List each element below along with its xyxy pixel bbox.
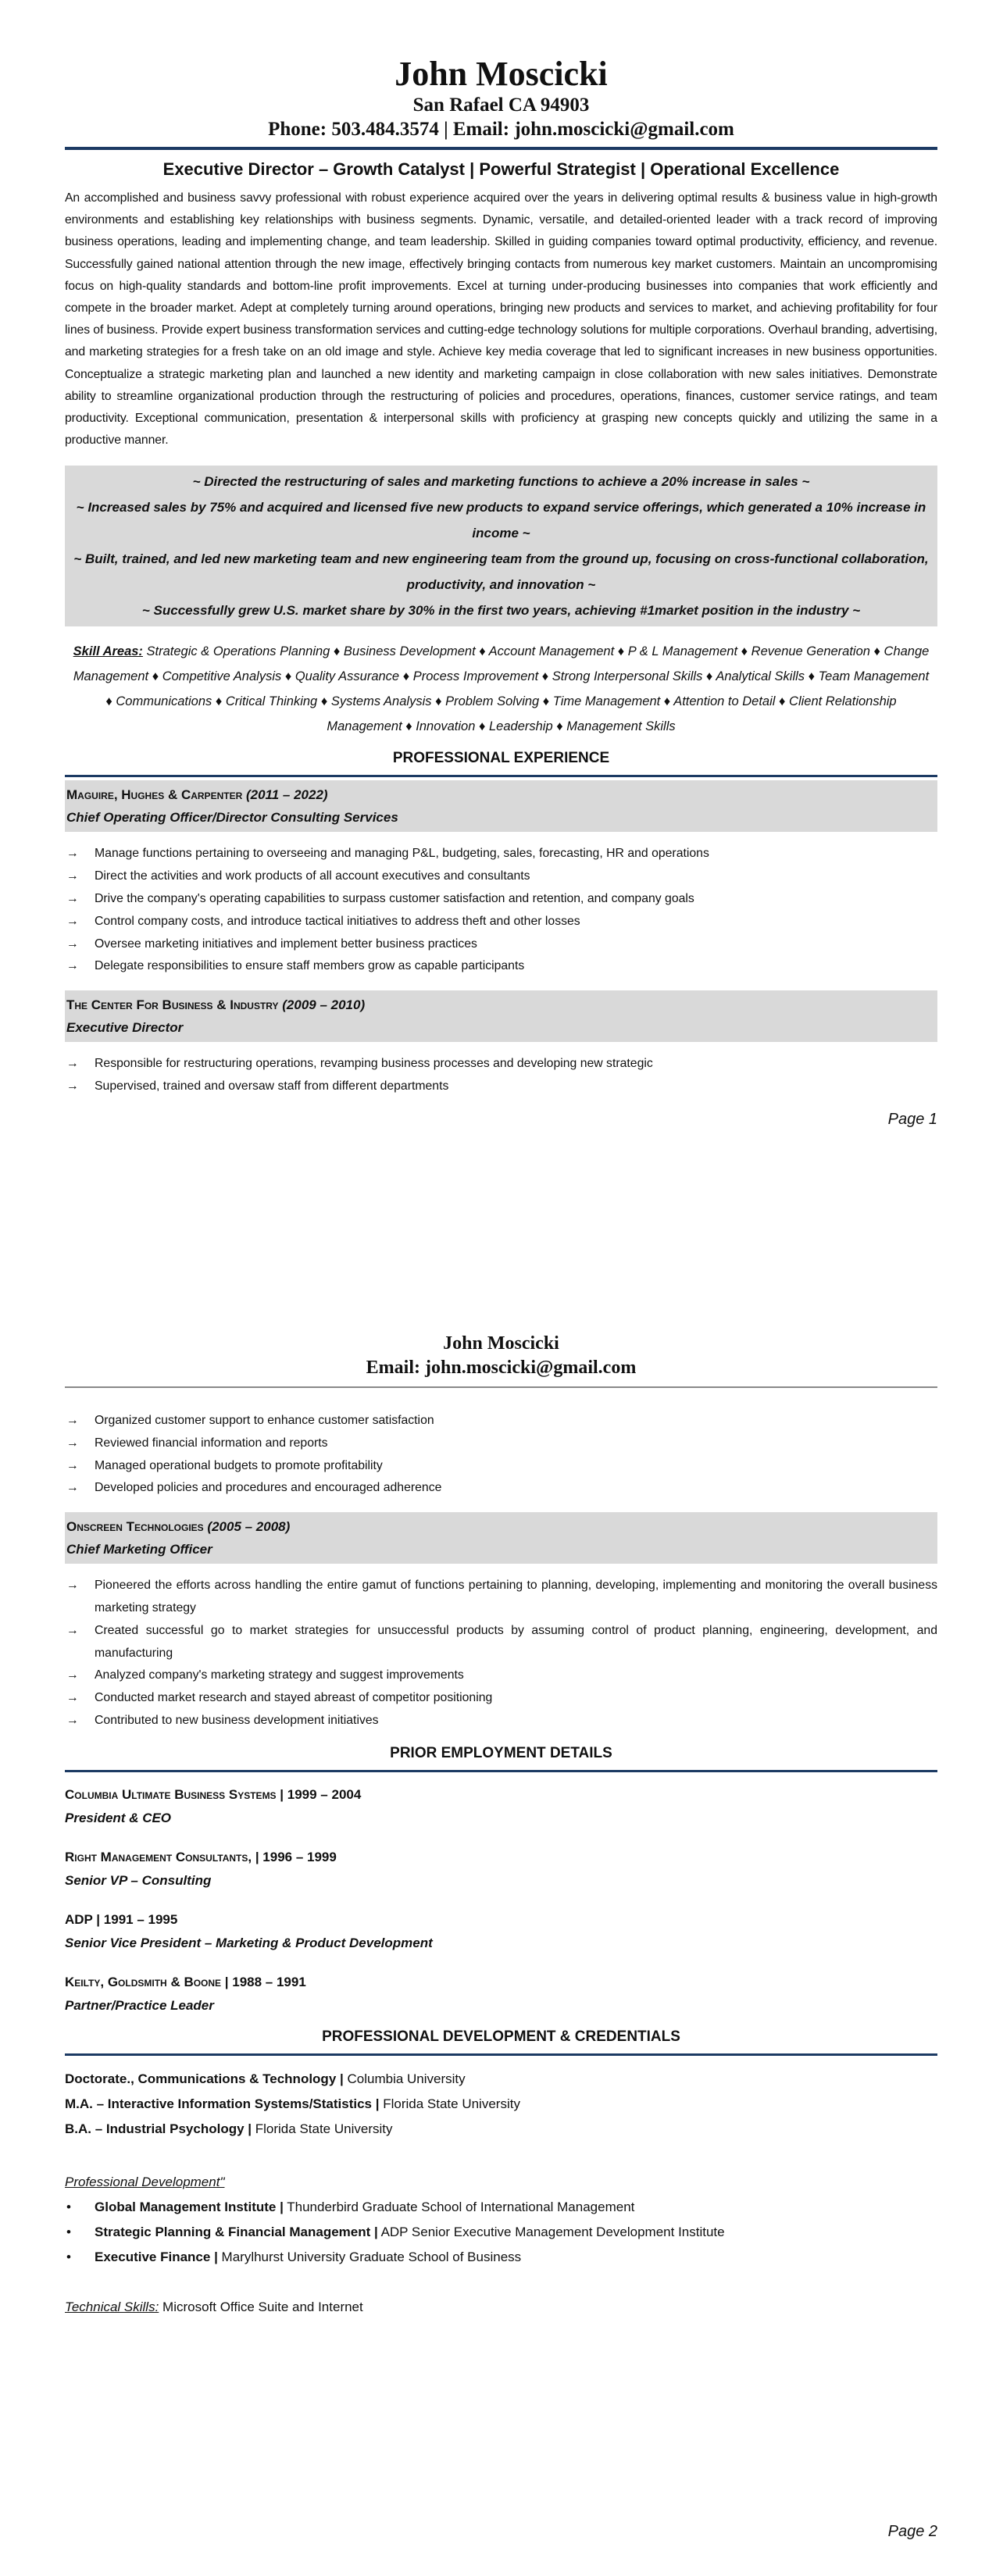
header-divider bbox=[65, 147, 937, 150]
bullet-text: Delegate responsibilities to ensure staff members grow as capable participants bbox=[95, 959, 525, 973]
bullet-text: Responsible for restructuring operations, revamping business processes and developing new strategic bbox=[95, 1057, 653, 1071]
arrow-icon: → bbox=[66, 1713, 79, 1727]
education-item bbox=[65, 2117, 937, 2142]
bullet-text: Organized customer support to enhance customer satisfaction bbox=[95, 1414, 434, 1427]
list-item bbox=[65, 1575, 937, 1620]
page-number: Page 1 bbox=[887, 1110, 937, 1128]
course: Global Management Institute | bbox=[95, 2199, 284, 2214]
section-title-credentials: PROFESSIONAL DEVELOPMENT & CREDENTIALS bbox=[322, 2028, 680, 2045]
list-item bbox=[65, 2245, 937, 2270]
education-list bbox=[65, 2067, 937, 2142]
prior-company: ADP | 1991 – 1995 bbox=[65, 1911, 178, 1927]
summary: An accomplished and business savvy professional with robust experience acquired over the years in delivering optimal results & business value in high-growth environments and establishing key relationships with business segments. Dynamic, versatile, and detailed-oriented leader with a track record of improving business operations, leading and implementing change, and team leadership. Skilled in guiding companies toward optimal productivity, efficiency, and revenue. Successfully gained national attention through the new image, effectively bringing contacts from numerous key market customers. Maintain an uncompromising focus on high-quality standards and bottom-line profit improvements. Excel at turning under-producing businesses into companies that work efficiently and compete in the broader market. Adept at completely turning around operations, bringing new products and services to market, and achieving profitability for four lines of business. Provide expert business transformation services and cutting-edge technology solutions for multiple corporations. Overhaul branding, advertising, and marketing strategies for a fresh take on an old image and style. Achieve key media coverage that led to significant increases in new business opportunities. Conceptualize a strategic marketing plan and launched a new identity and marketing campaign in close collaboration with new sales initiatives. Demonstrate ability to streamline organizational production through the restructuring of policies and procedures, operations, finances, customer service ratings, and team productivity. Exceptional communication, presentation & interpersonal skills with proficiency at grasping new concepts quickly and utilizing the same in a productive manner. bbox=[65, 191, 937, 448]
bullet-text: Analyzed company's marketing strategy and suggest improvements bbox=[95, 1668, 464, 1682]
job-dates: (2005 – 2008) bbox=[207, 1519, 291, 1535]
list-item bbox=[65, 1053, 937, 1076]
list-item bbox=[65, 1687, 937, 1710]
school: Columbia University bbox=[343, 2071, 466, 2086]
job-header bbox=[65, 1512, 937, 1564]
contact-line: Phone: 503.484.3574 | Email: john.moscicki@gmail.com bbox=[268, 119, 734, 140]
section-title-experience: PROFESSIONAL EXPERIENCE bbox=[392, 750, 610, 767]
arrow-icon: → bbox=[66, 892, 79, 906]
email-line: Email: john.moscicki@gmail.com bbox=[366, 1358, 637, 1378]
job-bullets bbox=[65, 1575, 937, 1732]
job-company: Onscreen Technologies bbox=[66, 1519, 204, 1535]
bullet-text: Developed policies and procedures and encouraged adherence bbox=[95, 1481, 442, 1495]
bullet-text: Reviewed financial information and reports bbox=[95, 1436, 328, 1450]
list-item bbox=[65, 1410, 937, 1432]
resume-page-1 bbox=[65, 55, 937, 1129]
candidate-name: John Moscicki bbox=[394, 55, 608, 93]
bullet-text: Control company costs, and introduce tactical initiatives to address theft and other losses bbox=[95, 914, 580, 928]
list-item bbox=[65, 1455, 937, 1478]
bullet-icon: • bbox=[66, 2224, 71, 2239]
bullet-text: Conducted market research and stayed abreast of competitor positioning bbox=[95, 1691, 493, 1705]
skill-areas-list: Strategic & Operations Planning ♦ Business Development ♦ Account Management ♦ P & L Management ♦ Revenue Generation ♦ Change Management ♦ Competitive Analysis ♦ Quality Assurance ♦ Process Improvement ♦ Strong Interpersonal Skills ♦ Analytical Skills ♦ Team Management ♦ Communications ♦ Critical Thinking ♦ Systems Analysis ♦ Problem Solving ♦ Time Management ♦ Attention to Detail ♦ Client Relationship Management ♦ Innovation ♦ Leadership ♦ Management Skills bbox=[73, 644, 930, 734]
education-item bbox=[65, 2067, 937, 2092]
degree: Doctorate., Communications & Technology | bbox=[65, 2071, 344, 2086]
arrow-icon: → bbox=[66, 1668, 79, 1682]
highlight: ~ Increased sales by 75% and acquired and licensed five new products to expand service offerings, which generated a 10% increase in income ~ bbox=[76, 500, 926, 541]
headline: Executive Director – Growth Catalyst | Powerful Strategist | Operational Excellence bbox=[162, 159, 840, 179]
technical-skills-label: Technical Skills: bbox=[65, 2299, 159, 2314]
course: Executive Finance | bbox=[95, 2249, 218, 2264]
degree: M.A. – Interactive Information Systems/Statistics | bbox=[65, 2096, 380, 2111]
job-dates: (2009 – 2010) bbox=[282, 997, 366, 1013]
skill-areas bbox=[70, 639, 933, 739]
address: San Rafael CA 94903 bbox=[412, 95, 590, 116]
job-company: Maguire, Hughes & Carpenter bbox=[66, 787, 243, 803]
professional-development-list bbox=[65, 2195, 937, 2270]
job-title: Chief Marketing Officer bbox=[66, 1542, 212, 1557]
job-bullets bbox=[65, 1053, 937, 1098]
list-item bbox=[65, 843, 937, 865]
list-item bbox=[65, 1664, 937, 1687]
section-divider bbox=[65, 775, 937, 777]
prior-company: Right Management Consultants, | 1996 – 1999 bbox=[65, 1849, 337, 1864]
arrow-icon: → bbox=[66, 1414, 79, 1427]
arrow-icon: → bbox=[66, 959, 79, 973]
list-item bbox=[65, 888, 937, 911]
school: Florida State University bbox=[379, 2096, 520, 2111]
bullet-text: Managed operational budgets to promote profitability bbox=[95, 1458, 383, 1472]
job-title: Executive Director bbox=[66, 1020, 184, 1036]
list-item bbox=[65, 1710, 937, 1732]
technical-skills-value: Microsoft Office Suite and Internet bbox=[159, 2299, 363, 2314]
bullet-text: Contributed to new business development initiatives bbox=[95, 1713, 379, 1727]
section-title-prior-employment: PRIOR EMPLOYMENT DETAILS bbox=[390, 1744, 612, 1761]
prior-company: Keilty, Goldsmith & Boone | 1988 – 1991 bbox=[65, 1974, 306, 1989]
degree: B.A. – Industrial Psychology | bbox=[65, 2121, 252, 2136]
arrow-icon: → bbox=[66, 869, 79, 883]
job-header bbox=[65, 990, 937, 1042]
highlights-box bbox=[65, 466, 937, 626]
arrow-icon: → bbox=[66, 1458, 79, 1472]
list-item bbox=[65, 865, 937, 888]
highlight: ~ Successfully grew U.S. market share by 30% in the first two years, achieving #1market position in the industry ~ bbox=[141, 603, 861, 619]
list-item bbox=[65, 933, 937, 956]
bullet-text: Pioneered the efforts across handling the entire gamut of functions pertaining to planning, developing, implementing and monitoring the overall business marketing strategy bbox=[95, 1579, 937, 1614]
page-number: Page 2 bbox=[887, 2523, 937, 2540]
school: Thunderbird Graduate School of International Management bbox=[283, 2199, 635, 2214]
prior-employment-list bbox=[65, 1783, 937, 2018]
bullet-icon: • bbox=[66, 2199, 71, 2214]
skill-areas-label: Skill Areas: bbox=[73, 644, 143, 659]
list-item bbox=[65, 955, 937, 978]
arrow-icon: → bbox=[66, 847, 79, 861]
list-item bbox=[65, 2220, 937, 2245]
bullet-text: Oversee marketing initiatives and implement better business practices bbox=[95, 937, 477, 951]
arrow-icon: → bbox=[66, 1481, 79, 1495]
arrow-icon: → bbox=[66, 1079, 79, 1094]
header-divider bbox=[65, 1386, 937, 1388]
bullet-text: Supervised, trained and oversaw staff from different departments bbox=[95, 1079, 449, 1094]
list-item bbox=[65, 1076, 937, 1098]
candidate-name: John Moscicki bbox=[443, 1333, 559, 1354]
highlight: ~ Directed the restructuring of sales and marketing functions to achieve a 20% increase in sales ~ bbox=[192, 474, 810, 490]
job-company: The Center For Business & Industry bbox=[66, 997, 279, 1013]
prior-company: Columbia Ultimate Business Systems | 1999 – 2004 bbox=[65, 1786, 362, 1802]
list-item bbox=[65, 1620, 937, 1665]
technical-skills bbox=[65, 2299, 937, 2315]
arrow-icon: → bbox=[66, 1436, 79, 1450]
prior-title: President & CEO bbox=[65, 1810, 172, 1825]
bullet-text: Drive the company's operating capabilities to surpass customer satisfaction and retention, and company goals bbox=[95, 892, 694, 906]
bullet-icon: • bbox=[66, 2249, 71, 2264]
prior-title: Senior Vice President – Marketing & Product Development bbox=[65, 1935, 433, 1950]
prior-title: Senior VP – Consulting bbox=[65, 1872, 212, 1888]
arrow-icon: → bbox=[66, 1691, 79, 1705]
arrow-icon: → bbox=[66, 1623, 79, 1637]
job-bullets bbox=[65, 1410, 937, 1500]
professional-development-label: Professional Development" bbox=[65, 2174, 225, 2189]
job-header bbox=[65, 780, 937, 832]
bullet-text: Manage functions pertaining to overseeing and managing P&L, budgeting, sales, forecasting, HR and operations bbox=[95, 847, 709, 861]
list-item bbox=[65, 911, 937, 933]
arrow-icon: → bbox=[66, 1579, 79, 1593]
job-title: Chief Operating Officer/Director Consulting Services bbox=[66, 810, 398, 826]
arrow-icon: → bbox=[66, 1057, 79, 1071]
prior-title: Partner/Practice Leader bbox=[65, 1997, 214, 2013]
arrow-icon: → bbox=[66, 914, 79, 928]
list-item bbox=[65, 1432, 937, 1455]
resume-page-2 bbox=[65, 1332, 937, 2315]
bullet-text: Created successful go to market strategies for unsuccessful products by assuming control of product planning, engineering, development, and manufacturing bbox=[95, 1623, 937, 1660]
list-item bbox=[65, 2195, 937, 2220]
education-item bbox=[65, 2092, 937, 2117]
highlight: ~ Built, trained, and led new marketing team and new engineering team from the ground up, focusing on cross-functional collaboration, productivity, and innovation ~ bbox=[73, 551, 929, 593]
course: Strategic Planning & Financial Management | bbox=[95, 2224, 378, 2239]
bullet-text: Direct the activities and work products of all account executives and consultants bbox=[95, 869, 530, 883]
arrow-icon: → bbox=[66, 937, 79, 951]
list-item bbox=[65, 1477, 937, 1500]
section-divider bbox=[65, 1770, 937, 1772]
school: ADP Senior Executive Management Development Institute bbox=[377, 2224, 725, 2239]
school: Florida State University bbox=[252, 2121, 393, 2136]
section-divider bbox=[65, 2053, 937, 2056]
job-bullets bbox=[65, 843, 937, 978]
job-dates: (2011 – 2022) bbox=[245, 787, 328, 803]
school: Marylhurst University Graduate School of Business bbox=[217, 2249, 522, 2264]
